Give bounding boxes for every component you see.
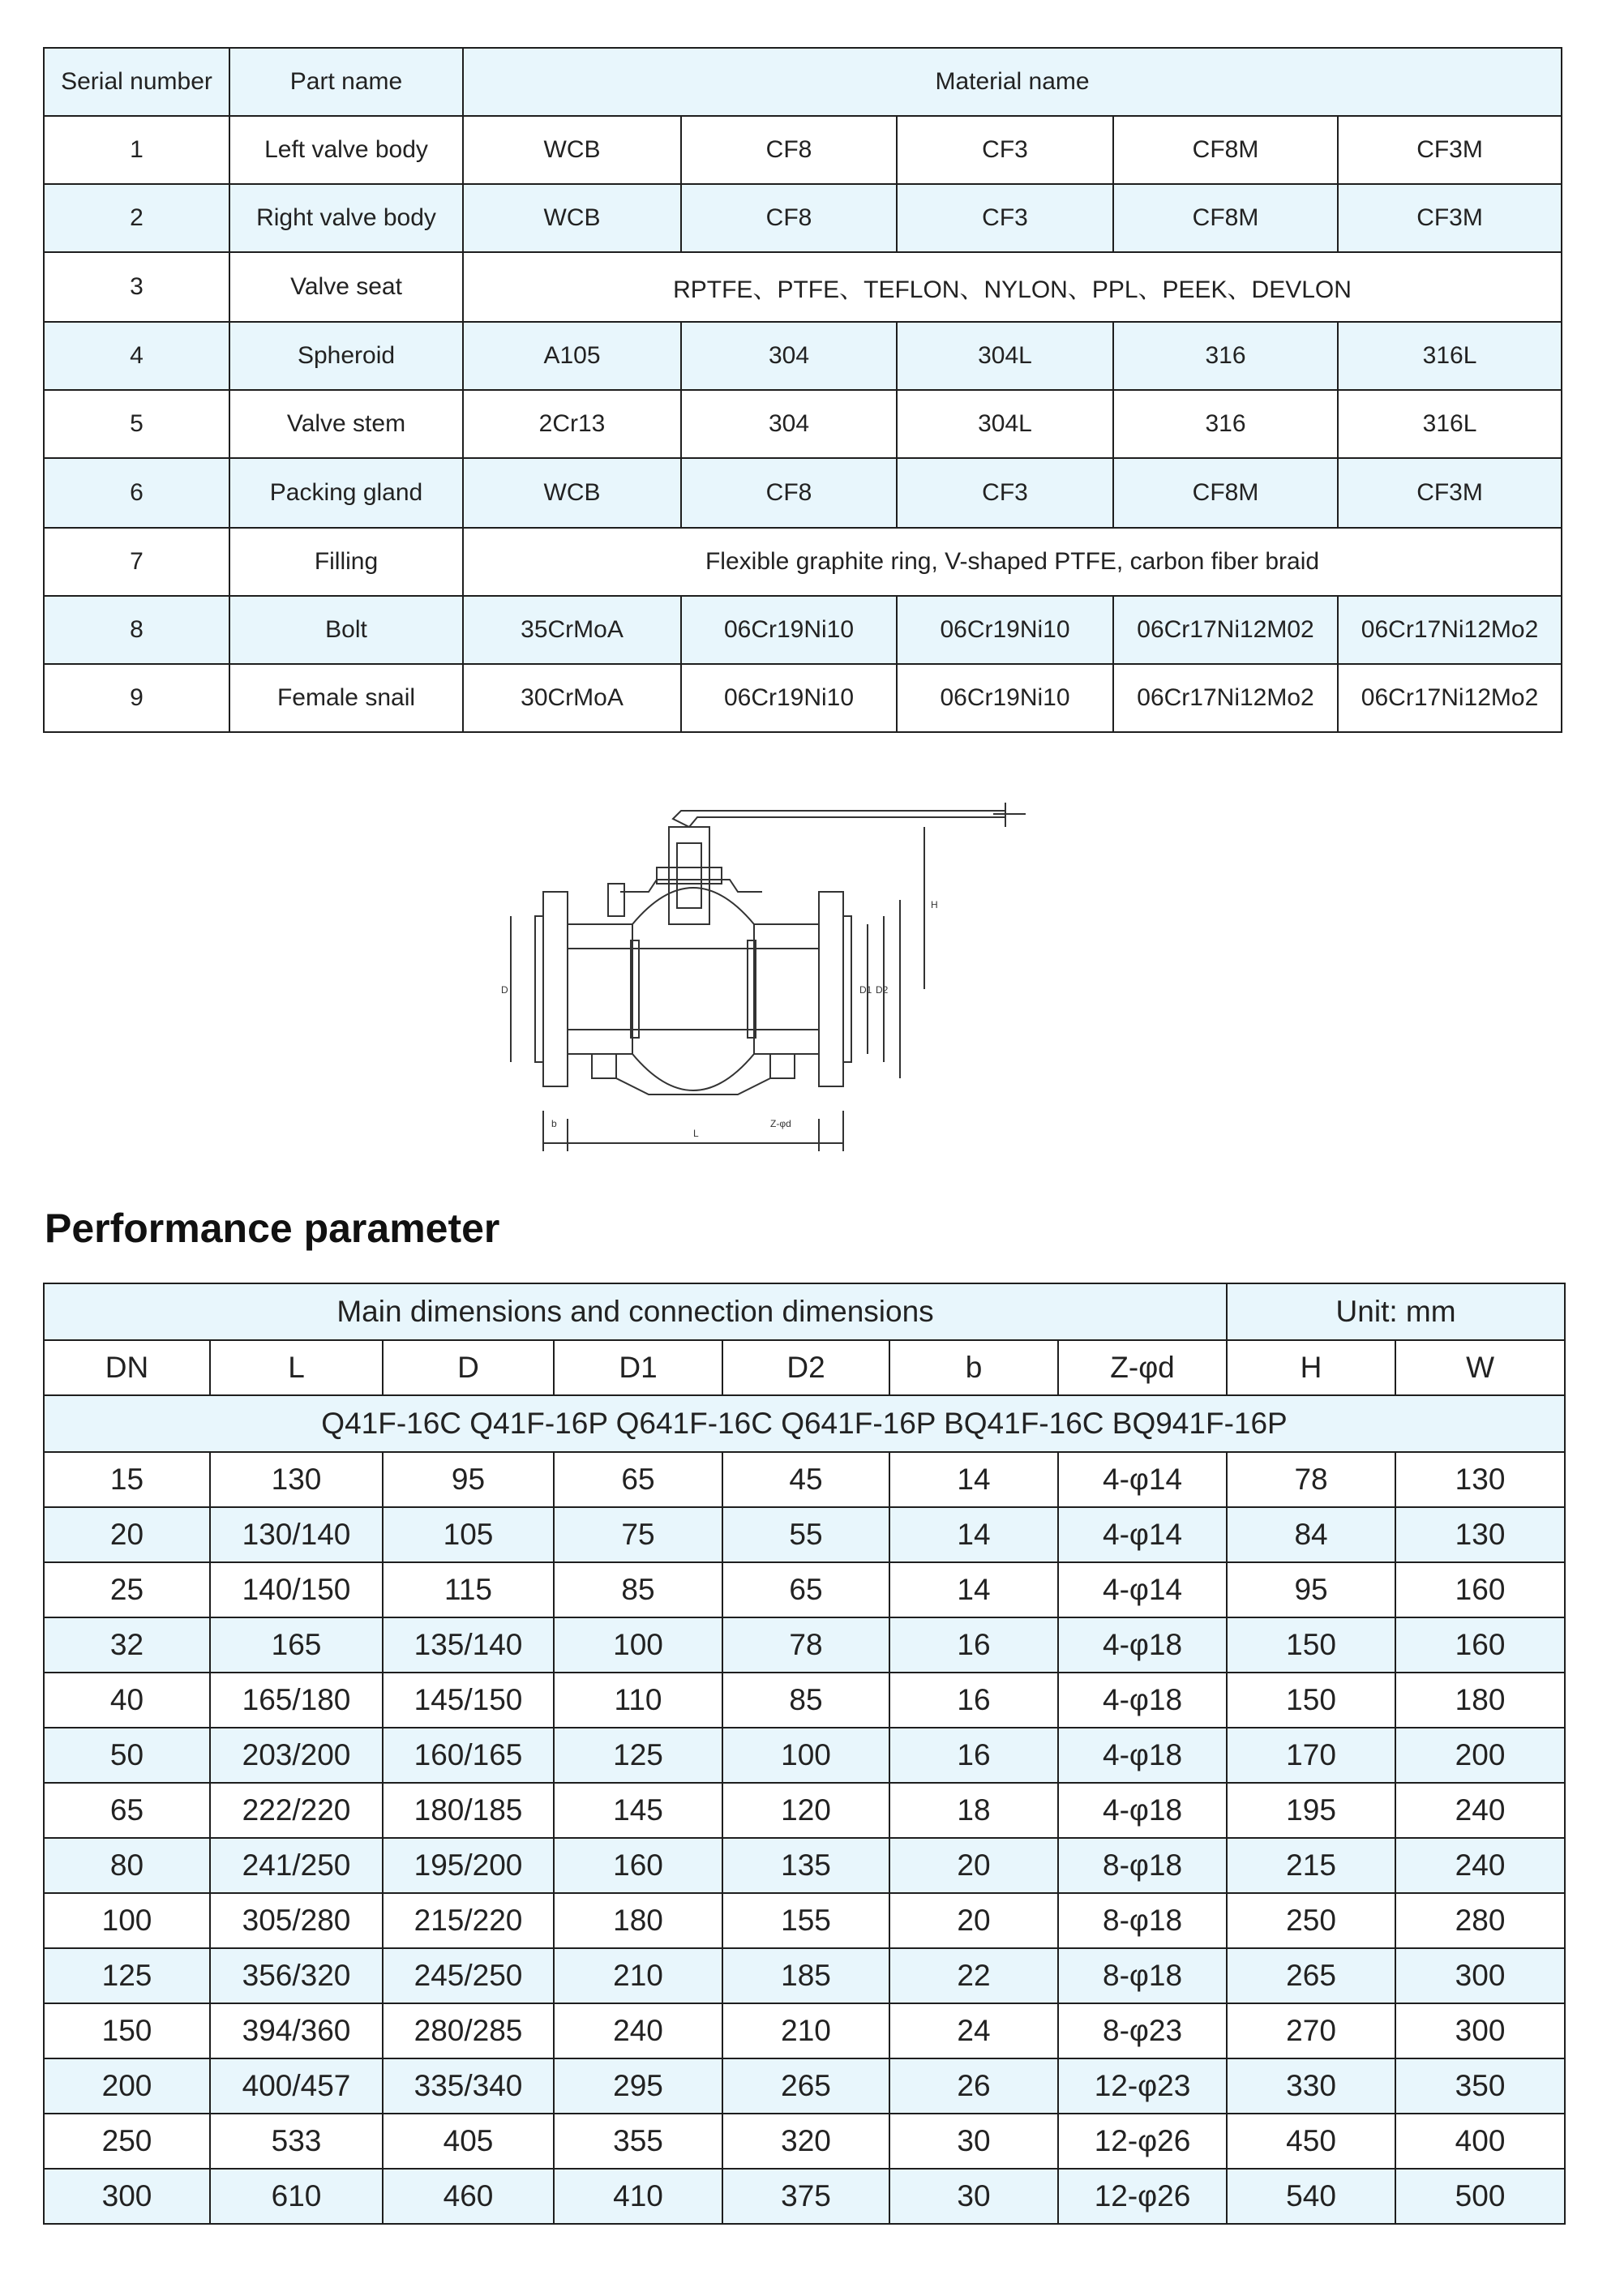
perf-cell: 250 bbox=[44, 2114, 210, 2169]
material-cell: 06Cr19Ni10 bbox=[897, 664, 1113, 732]
material-cell: 304 bbox=[681, 390, 897, 458]
perf-cell: 210 bbox=[722, 2003, 889, 2058]
material-cell: 304 bbox=[681, 322, 897, 390]
serial-number-cell: 2 bbox=[44, 184, 229, 252]
part-name-cell: Spheroid bbox=[229, 322, 463, 390]
serial-number-cell: 5 bbox=[44, 390, 229, 458]
material-cell: CF3M bbox=[1338, 184, 1562, 252]
perf-cell: 410 bbox=[554, 2169, 722, 2224]
perf-cell: 241/250 bbox=[210, 1838, 383, 1893]
unit-header-cell: Unit: mm bbox=[1227, 1283, 1565, 1340]
performance-title: Performance parameter bbox=[45, 1206, 500, 1251]
perf-data-row bbox=[44, 2169, 1565, 2224]
perf-data-row bbox=[44, 1617, 1565, 1673]
perf-cell: 200 bbox=[44, 2058, 210, 2114]
perf-cell: 125 bbox=[44, 1948, 210, 2003]
perf-cell: 280 bbox=[1395, 1893, 1565, 1948]
column-header-cell: b bbox=[889, 1340, 1058, 1395]
perf-cell: 125 bbox=[554, 1728, 722, 1783]
perf-cell: 14 bbox=[889, 1562, 1058, 1617]
perf-cell: 500 bbox=[1395, 2169, 1565, 2224]
label-h: H bbox=[931, 899, 938, 910]
serial-number-cell: 4 bbox=[44, 322, 229, 390]
part-name-cell: Right valve body bbox=[229, 184, 463, 252]
perf-cell: 130 bbox=[1395, 1507, 1565, 1562]
perf-cell: 356/320 bbox=[210, 1948, 383, 2003]
material-cell: WCB bbox=[463, 184, 681, 252]
perf-cell: 203/200 bbox=[210, 1728, 383, 1783]
header-serial-number: Serial number bbox=[44, 48, 229, 116]
perf-cell: 295 bbox=[554, 2058, 722, 2114]
materials-table bbox=[43, 47, 1562, 733]
material-cell: A105 bbox=[463, 322, 681, 390]
materials-row bbox=[44, 252, 1562, 322]
perf-cell: 100 bbox=[44, 1893, 210, 1948]
perf-cell: 450 bbox=[1227, 2114, 1395, 2169]
perf-cell: 95 bbox=[383, 1452, 554, 1507]
perf-data-row bbox=[44, 1507, 1565, 1562]
material-span-cell: RPTFE、PTFE、TEFLON、NYLON、PPL、PEEK、DEVLON bbox=[463, 252, 1562, 322]
perf-cell: 12-φ26 bbox=[1058, 2114, 1227, 2169]
column-header-cell: Z-φd bbox=[1058, 1340, 1227, 1395]
perf-cell: 200 bbox=[1395, 1728, 1565, 1783]
perf-cell: 300 bbox=[1395, 1948, 1565, 2003]
perf-cell: 135 bbox=[722, 1838, 889, 1893]
perf-cell: 85 bbox=[554, 1562, 722, 1617]
material-cell: 304L bbox=[897, 322, 1113, 390]
label-z-phi-d: Z-φd bbox=[770, 1118, 791, 1129]
label-b: b bbox=[551, 1118, 557, 1129]
perf-cell: 350 bbox=[1395, 2058, 1565, 2114]
perf-cell: 100 bbox=[722, 1728, 889, 1783]
perf-cell: 150 bbox=[1227, 1673, 1395, 1728]
material-cell: CF8 bbox=[681, 184, 897, 252]
material-cell: 316 bbox=[1113, 322, 1338, 390]
perf-data-row bbox=[44, 1673, 1565, 1728]
perf-cell: 240 bbox=[1395, 1838, 1565, 1893]
perf-cell: 375 bbox=[722, 2169, 889, 2224]
perf-cell: 222/220 bbox=[210, 1783, 383, 1838]
label-l: L bbox=[693, 1128, 699, 1139]
materials-row bbox=[44, 116, 1562, 184]
perf-cell: 24 bbox=[889, 2003, 1058, 2058]
label-d: D bbox=[501, 984, 508, 996]
perf-data-row bbox=[44, 2058, 1565, 2114]
label-d1: D1 bbox=[859, 984, 872, 996]
material-cell: 06Cr17Ni12M02 bbox=[1113, 596, 1338, 664]
material-cell: 06Cr17Ni12Mo2 bbox=[1338, 596, 1562, 664]
materials-row bbox=[44, 664, 1562, 732]
material-cell: 06Cr17Ni12Mo2 bbox=[1338, 664, 1562, 732]
perf-cell: 533 bbox=[210, 2114, 383, 2169]
column-header-cell: H bbox=[1227, 1340, 1395, 1395]
material-cell: 06Cr19Ni10 bbox=[681, 596, 897, 664]
perf-group-header-row bbox=[44, 1283, 1565, 1340]
materials-row bbox=[44, 596, 1562, 664]
perf-cell: 8-φ18 bbox=[1058, 1948, 1227, 2003]
perf-cell: 12-φ23 bbox=[1058, 2058, 1227, 2114]
serial-number-cell: 3 bbox=[44, 252, 229, 322]
perf-cell: 394/360 bbox=[210, 2003, 383, 2058]
perf-cell: 20 bbox=[889, 1893, 1058, 1948]
perf-cell: 210 bbox=[554, 1948, 722, 2003]
perf-cell: 84 bbox=[1227, 1507, 1395, 1562]
perf-cell: 305/280 bbox=[210, 1893, 383, 1948]
perf-cell: 400/457 bbox=[210, 2058, 383, 2114]
perf-cell: 32 bbox=[44, 1617, 210, 1673]
perf-cell: 4-φ18 bbox=[1058, 1783, 1227, 1838]
perf-cell: 25 bbox=[44, 1562, 210, 1617]
serial-number-cell: 7 bbox=[44, 528, 229, 596]
perf-cell: 155 bbox=[722, 1893, 889, 1948]
perf-cell: 4-φ14 bbox=[1058, 1562, 1227, 1617]
perf-data-row bbox=[44, 1893, 1565, 1948]
perf-cell: 85 bbox=[722, 1673, 889, 1728]
perf-cell: 355 bbox=[554, 2114, 722, 2169]
perf-cell: 270 bbox=[1227, 2003, 1395, 2058]
perf-cell: 15 bbox=[44, 1452, 210, 1507]
perf-data-row bbox=[44, 1948, 1565, 2003]
perf-cell: 8-φ18 bbox=[1058, 1893, 1227, 1948]
header-material-name: Material name bbox=[463, 48, 1562, 116]
part-name-cell: Filling bbox=[229, 528, 463, 596]
perf-cell: 78 bbox=[722, 1617, 889, 1673]
perf-cell: 160 bbox=[1395, 1617, 1565, 1673]
perf-cell: 16 bbox=[889, 1617, 1058, 1673]
perf-cell: 165 bbox=[210, 1617, 383, 1673]
perf-cell: 405 bbox=[383, 2114, 554, 2169]
perf-data-row bbox=[44, 2003, 1565, 2058]
perf-cell: 145/150 bbox=[383, 1673, 554, 1728]
column-header-cell: D1 bbox=[554, 1340, 722, 1395]
material-cell: WCB bbox=[463, 116, 681, 184]
perf-cell: 140/150 bbox=[210, 1562, 383, 1617]
material-cell: 30CrMoA bbox=[463, 664, 681, 732]
perf-cell: 14 bbox=[889, 1507, 1058, 1562]
perf-cell: 12-φ26 bbox=[1058, 2169, 1227, 2224]
ball-valve-drawing bbox=[486, 803, 1046, 1176]
perf-cell: 150 bbox=[1227, 1617, 1395, 1673]
perf-cell: 160 bbox=[554, 1838, 722, 1893]
material-cell: CF8M bbox=[1113, 184, 1338, 252]
material-cell: CF3 bbox=[897, 458, 1113, 528]
materials-row bbox=[44, 184, 1562, 252]
materials-row bbox=[44, 528, 1562, 596]
perf-cell: 4-φ14 bbox=[1058, 1507, 1227, 1562]
perf-cell: 195 bbox=[1227, 1783, 1395, 1838]
perf-cell: 26 bbox=[889, 2058, 1058, 2114]
perf-cell: 22 bbox=[889, 1948, 1058, 2003]
material-cell: CF8M bbox=[1113, 458, 1338, 528]
material-cell: CF3 bbox=[897, 184, 1113, 252]
perf-cell: 185 bbox=[722, 1948, 889, 2003]
perf-cell: 120 bbox=[722, 1783, 889, 1838]
material-cell: 35CrMoA bbox=[463, 596, 681, 664]
part-name-cell: Bolt bbox=[229, 596, 463, 664]
materials-row bbox=[44, 390, 1562, 458]
perf-cell: 280/285 bbox=[383, 2003, 554, 2058]
part-name-cell: Female snail bbox=[229, 664, 463, 732]
label-d2: D2 bbox=[876, 984, 889, 996]
perf-cell: 300 bbox=[1395, 2003, 1565, 2058]
perf-cell: 265 bbox=[722, 2058, 889, 2114]
perf-data-row bbox=[44, 1562, 1565, 1617]
perf-cell: 40 bbox=[44, 1673, 210, 1728]
perf-column-header-row bbox=[44, 1340, 1565, 1395]
perf-cell: 115 bbox=[383, 1562, 554, 1617]
perf-cell: 250 bbox=[1227, 1893, 1395, 1948]
perf-cell: 330 bbox=[1227, 2058, 1395, 2114]
handle-lever bbox=[673, 811, 1005, 827]
materials-row bbox=[44, 458, 1562, 528]
material-cell: 06Cr19Ni10 bbox=[681, 664, 897, 732]
performance-table bbox=[43, 1283, 1566, 2225]
perf-cell: 215 bbox=[1227, 1838, 1395, 1893]
perf-cell: 100 bbox=[554, 1617, 722, 1673]
perf-cell: 80 bbox=[44, 1838, 210, 1893]
material-span-cell: Flexible graphite ring, V-shaped PTFE, carbon fiber braid bbox=[463, 528, 1562, 596]
perf-cell: 30 bbox=[889, 2114, 1058, 2169]
material-cell: 316L bbox=[1338, 390, 1562, 458]
perf-cell: 135/140 bbox=[383, 1617, 554, 1673]
perf-cell: 145 bbox=[554, 1783, 722, 1838]
material-cell: CF3M bbox=[1338, 116, 1562, 184]
perf-cell: 240 bbox=[1395, 1783, 1565, 1838]
perf-cell: 78 bbox=[1227, 1452, 1395, 1507]
perf-cell: 8-φ18 bbox=[1058, 1838, 1227, 1893]
perf-cell: 180/185 bbox=[383, 1783, 554, 1838]
perf-cell: 20 bbox=[44, 1507, 210, 1562]
perf-cell: 160/165 bbox=[383, 1728, 554, 1783]
perf-cell: 240 bbox=[554, 2003, 722, 2058]
column-header-cell: D2 bbox=[722, 1340, 889, 1395]
perf-cell: 130 bbox=[210, 1452, 383, 1507]
column-header-cell: DN bbox=[44, 1340, 210, 1395]
perf-cell: 75 bbox=[554, 1507, 722, 1562]
perf-cell: 55 bbox=[722, 1507, 889, 1562]
perf-data-row bbox=[44, 1728, 1565, 1783]
material-cell: 06Cr17Ni12Mo2 bbox=[1113, 664, 1338, 732]
perf-cell: 160 bbox=[1395, 1562, 1565, 1617]
perf-cell: 170 bbox=[1227, 1728, 1395, 1783]
materials-row bbox=[44, 322, 1562, 390]
perf-cell: 8-φ23 bbox=[1058, 2003, 1227, 2058]
perf-cell: 335/340 bbox=[383, 2058, 554, 2114]
perf-cell: 110 bbox=[554, 1673, 722, 1728]
serial-number-cell: 8 bbox=[44, 596, 229, 664]
perf-data-row bbox=[44, 1838, 1565, 1893]
perf-cell: 20 bbox=[889, 1838, 1058, 1893]
perf-cell: 16 bbox=[889, 1673, 1058, 1728]
column-header-cell: D bbox=[383, 1340, 554, 1395]
perf-cell: 320 bbox=[722, 2114, 889, 2169]
perf-data-row bbox=[44, 2114, 1565, 2169]
part-name-cell: Valve seat bbox=[229, 252, 463, 322]
header-part-name: Part name bbox=[229, 48, 463, 116]
perf-cell: 65 bbox=[554, 1452, 722, 1507]
perf-cell: 150 bbox=[44, 2003, 210, 2058]
material-cell: 316L bbox=[1338, 322, 1562, 390]
perf-cell: 95 bbox=[1227, 1562, 1395, 1617]
perf-cell: 130 bbox=[1395, 1452, 1565, 1507]
perf-cell: 4-φ14 bbox=[1058, 1452, 1227, 1507]
perf-cell: 30 bbox=[889, 2169, 1058, 2224]
perf-cell: 540 bbox=[1227, 2169, 1395, 2224]
perf-cell: 130/140 bbox=[210, 1507, 383, 1562]
material-cell: 304L bbox=[897, 390, 1113, 458]
serial-number-cell: 9 bbox=[44, 664, 229, 732]
perf-cell: 16 bbox=[889, 1728, 1058, 1783]
models-cell: Q41F-16C Q41F-16P Q641F-16C Q641F-16P BQ41F-16C BQ941F-16P bbox=[44, 1395, 1565, 1452]
part-name-cell: Left valve body bbox=[229, 116, 463, 184]
perf-cell: 65 bbox=[722, 1562, 889, 1617]
perf-cell: 215/220 bbox=[383, 1893, 554, 1948]
material-cell: CF3M bbox=[1338, 458, 1562, 528]
perf-cell: 105 bbox=[383, 1507, 554, 1562]
perf-data-row bbox=[44, 1452, 1565, 1507]
perf-cell: 300 bbox=[44, 2169, 210, 2224]
material-cell: 316 bbox=[1113, 390, 1338, 458]
perf-models-row bbox=[44, 1395, 1565, 1452]
column-header-cell: L bbox=[210, 1340, 383, 1395]
material-cell: 06Cr19Ni10 bbox=[897, 596, 1113, 664]
perf-cell: 195/200 bbox=[383, 1838, 554, 1893]
perf-cell: 610 bbox=[210, 2169, 383, 2224]
perf-cell: 4-φ18 bbox=[1058, 1673, 1227, 1728]
part-name-cell: Valve stem bbox=[229, 390, 463, 458]
perf-cell: 165/180 bbox=[210, 1673, 383, 1728]
perf-cell: 45 bbox=[722, 1452, 889, 1507]
group-header-cell: Main dimensions and connection dimensions bbox=[44, 1283, 1227, 1340]
perf-cell: 180 bbox=[1395, 1673, 1565, 1728]
material-cell: CF8 bbox=[681, 458, 897, 528]
perf-cell: 65 bbox=[44, 1783, 210, 1838]
material-cell: 2Cr13 bbox=[463, 390, 681, 458]
perf-cell: 14 bbox=[889, 1452, 1058, 1507]
column-header-cell: W bbox=[1395, 1340, 1565, 1395]
material-cell: CF8M bbox=[1113, 116, 1338, 184]
perf-cell: 180 bbox=[554, 1893, 722, 1948]
part-name-cell: Packing gland bbox=[229, 458, 463, 528]
perf-data-row bbox=[44, 1783, 1565, 1838]
perf-cell: 4-φ18 bbox=[1058, 1728, 1227, 1783]
perf-cell: 265 bbox=[1227, 1948, 1395, 2003]
perf-cell: 50 bbox=[44, 1728, 210, 1783]
materials-header-row bbox=[44, 48, 1562, 116]
material-cell: CF3 bbox=[897, 116, 1113, 184]
perf-cell: 4-φ18 bbox=[1058, 1617, 1227, 1673]
perf-cell: 245/250 bbox=[383, 1948, 554, 2003]
perf-cell: 460 bbox=[383, 2169, 554, 2224]
material-cell: WCB bbox=[463, 458, 681, 528]
perf-cell: 18 bbox=[889, 1783, 1058, 1838]
material-cell: CF8 bbox=[681, 116, 897, 184]
serial-number-cell: 1 bbox=[44, 116, 229, 184]
perf-cell: 400 bbox=[1395, 2114, 1565, 2169]
serial-number-cell: 6 bbox=[44, 458, 229, 528]
